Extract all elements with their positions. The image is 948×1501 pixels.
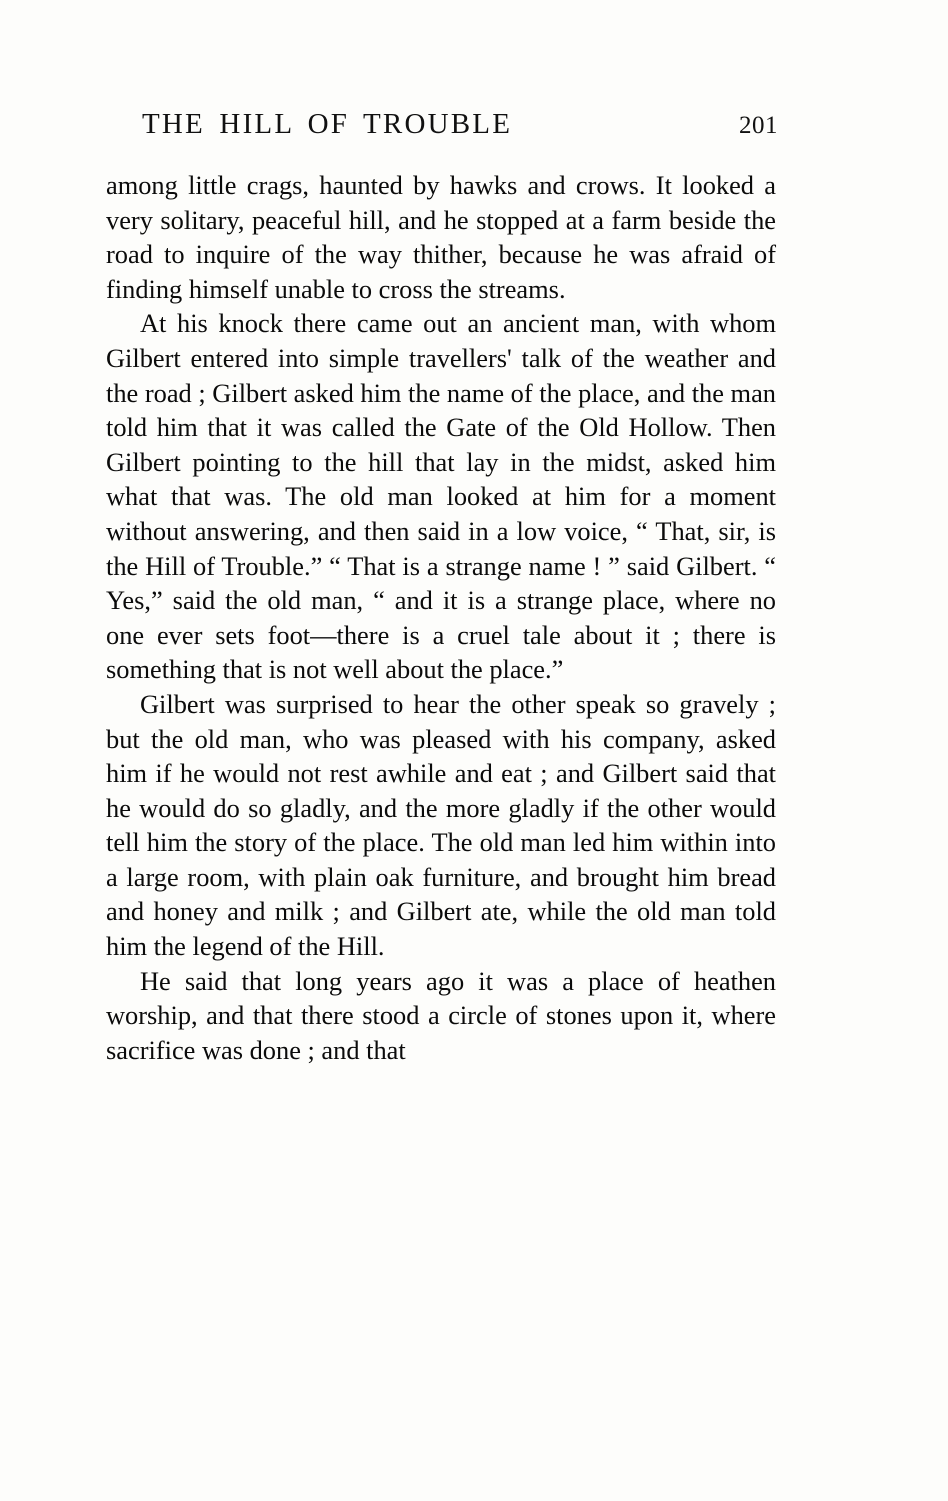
page-number: 201 [739,112,778,139]
paragraph: Gilbert was surprised to hear the other speak so gravely ; but the old man, who was pleased with his company, asked him if he would not rest awhile and eat ; and Gilbert said that he would do so gladly, and the more gladly if the other would tell him the story of the place. The old man led him within into a large room, with plain oak furniture, and brought him bread and honey and milk ; and Gilbert ate, while the old man told him the legend of the Hill. [106,688,776,962]
paragraph: He said that long years ago it was a place of heathen worship, and that there stood a circle of stones upon it, where sacrifice was done ; and that [106,965,776,1065]
page-header [106,108,778,141]
paragraph: among little crags, haunted by hawks and crows. It looked a very solitary, peaceful hill, and he stopped at a farm beside the road to inquire of the way thither, because he was afraid of finding himself unable to cross the streams. [106,170,776,304]
paragraph: At his knock there came out an ancient man, with whom Gilbert entered into simple travellers' talk of the weather and the road ; Gilbert asked him the name of the place, and the man told him that it was called the Gate of the Old Hollow. Then Gilbert pointing to the hill that lay in the midst, asked him what that was. The old man looked at him for a moment without answering, and then said in a low voice, “ That, sir, is the Hill of Trouble.” “ That is a strange name ! ” said Gilbert. “ Yes,” said the old man, “ and it is a strange place, where no one ever sets foot—there is a cruel tale about it ; there is something that is not well about the place.” [106,308,776,685]
running-title: THE HILL OF TROUBLE [142,108,513,140]
body-text [106,168,776,1067]
